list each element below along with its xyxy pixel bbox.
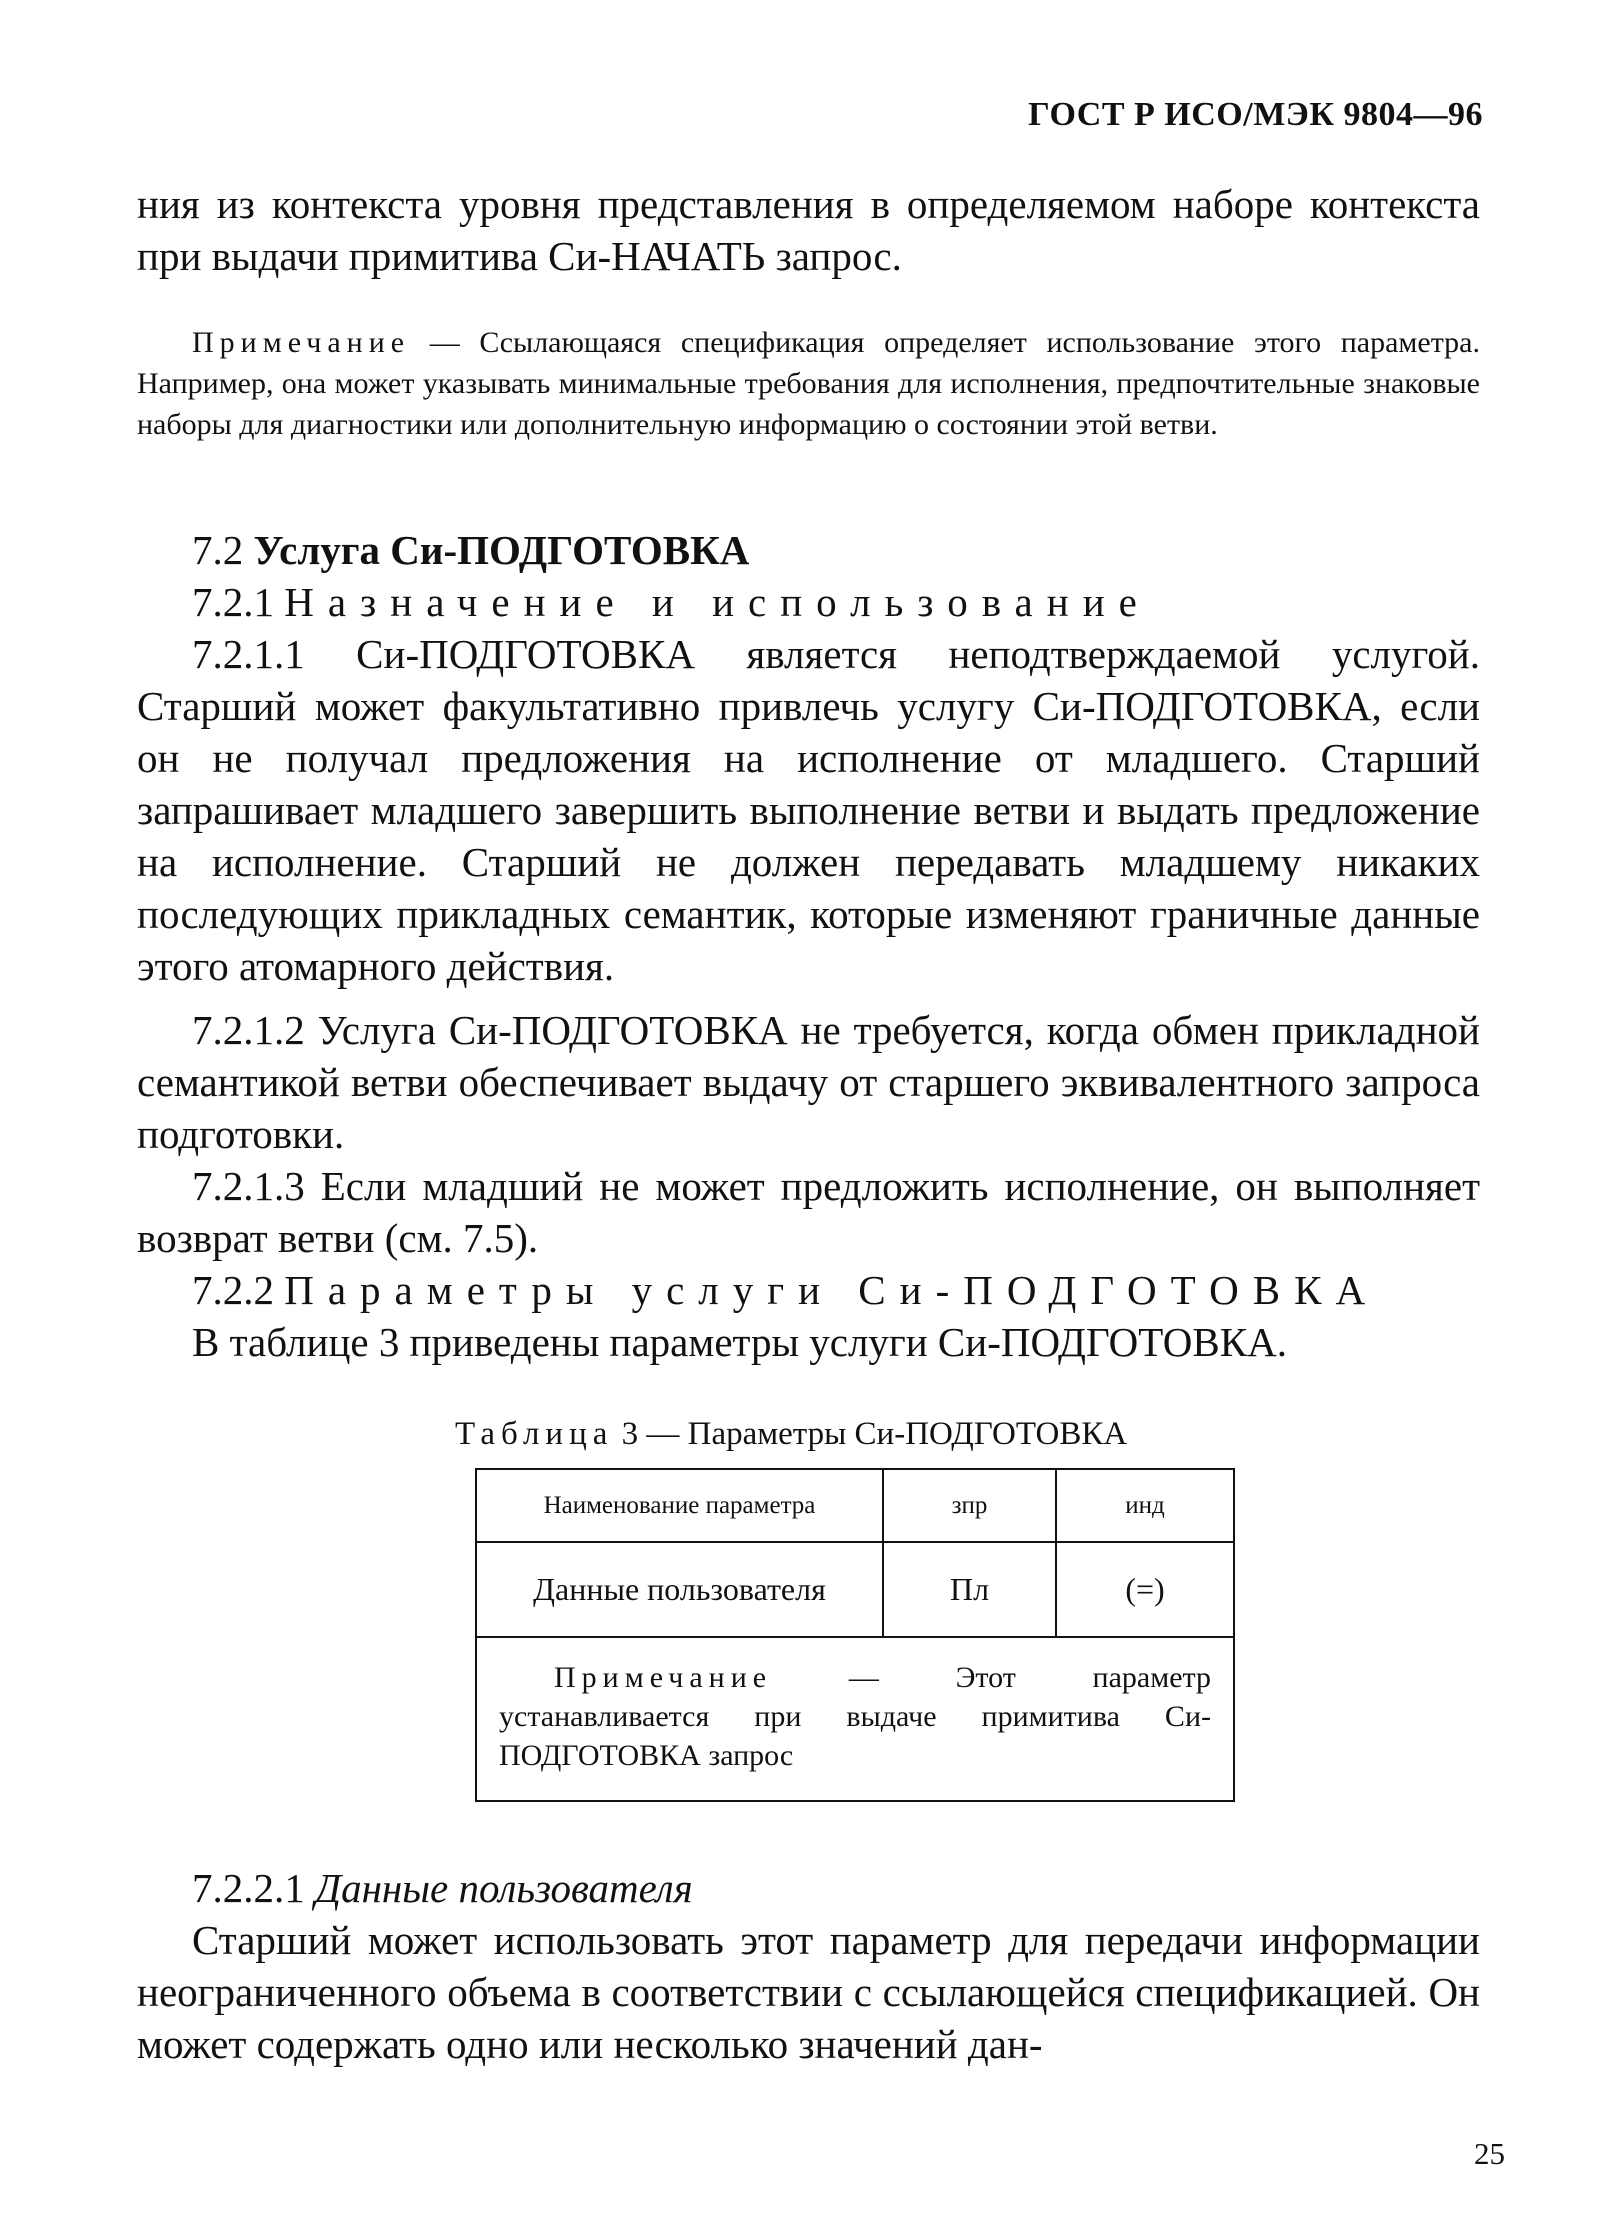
section-title: Данные пользователя: [315, 1865, 693, 1911]
section-heading-7-2-2: [192, 1264, 1379, 1316]
table-caption: [455, 1416, 1127, 1453]
table-caption-label: Таблица: [455, 1416, 614, 1452]
table-note-label: Примечание: [554, 1661, 773, 1694]
section-title: Услуга Си-ПОДГОТОВКА: [253, 527, 750, 573]
table-header-cell: Наименование параметра: [543, 1491, 816, 1519]
section-number: 7.2.1: [192, 579, 285, 625]
paragraph-7-2-1-2: 7.2.1.2 Услуга Си-ПОДГОТОВКА не требуется, когда обмен прикладной семантикой ветви обеспечивает выдачу от старшего эквивалентного запроса подготовки.: [137, 1007, 1480, 1157]
parameters-table: [475, 1468, 1235, 1802]
section-heading-7-2-2-1: [192, 1862, 693, 1914]
intro-paragraph: ния из контекста уровня представления в определяемом наборе контекста при выдачи примитива Си-НАЧАТЬ запрос.: [137, 181, 1480, 279]
document-code: ГОСТ Р ИСО/МЭК 9804—96: [1028, 96, 1483, 133]
table-cell: Данные пользователя: [533, 1571, 826, 1607]
section-title: Назначение и использование: [284, 579, 1151, 625]
section-heading-7-2-1: [192, 576, 1151, 628]
section-number: 7.2.2: [192, 1267, 285, 1313]
page-number: 25: [1474, 2136, 1505, 2171]
note-paragraph: [137, 322, 1480, 445]
section-number: 7.2.2.1: [192, 1865, 315, 1911]
table-note: [477, 1658, 1233, 1775]
paragraph-7-2-1-3: 7.2.1.3 Если младший не может предложить исполнение, он выполняет возврат ветви (см. 7.5).: [137, 1163, 1480, 1261]
section-number: 7.2: [192, 527, 254, 573]
section-heading-7-2: [192, 524, 749, 576]
table-caption-text: 3 — Параметры Си-ПОДГОТОВКА: [613, 1416, 1128, 1452]
paragraph-7-2-2-1: Старший может использовать этот параметр для передачи информации неограниченного объема в соответствии с ссылающейся спецификацией. Он может содержать одно или несколько значений дан-: [137, 1917, 1480, 2067]
table-cell: (=): [1125, 1571, 1165, 1607]
note-label: Примечание: [192, 326, 411, 359]
table-divider: [477, 1636, 1233, 1638]
table-note-text: — Этот параметр устанавливается при выдаче примитива Си-ПОДГОТОВКА запрос: [499, 1661, 1211, 1772]
paragraph-7-2-2: В таблице 3 приведены параметры услуги Си-ПОДГОТОВКА.: [192, 1319, 1287, 1365]
paragraph-7-2-1-1: 7.2.1.1 Си-ПОДГОТОВКА является неподтверждаемой услугой. Старший может факультативно привлечь услугу Си-ПОДГОТОВКА, если он не получал предложения на исполнение от младшего. Старший запрашивает младшего завершить выполнение ветви и выдать предложение на исполнение. Старший не должен передавать младшему никаких последующих прикладных семантик, которые изменяют граничные данные этого атомарного действия.: [137, 631, 1480, 989]
note-text: — Ссылающаяся спецификация определяет использование этого параметра. Например, она может указывать минимальные требования для исполнения, предпочтительные знаковые наборы для диагностики или дополнительную информацию о состоянии этой ветви.: [137, 326, 1480, 441]
table-header-cell: зпр: [951, 1491, 988, 1519]
table-cell: Пл: [949, 1571, 990, 1607]
table-header-cell: инд: [1125, 1491, 1165, 1519]
section-title: Параметры услуги Си-ПОДГОТОВКА: [284, 1267, 1380, 1313]
